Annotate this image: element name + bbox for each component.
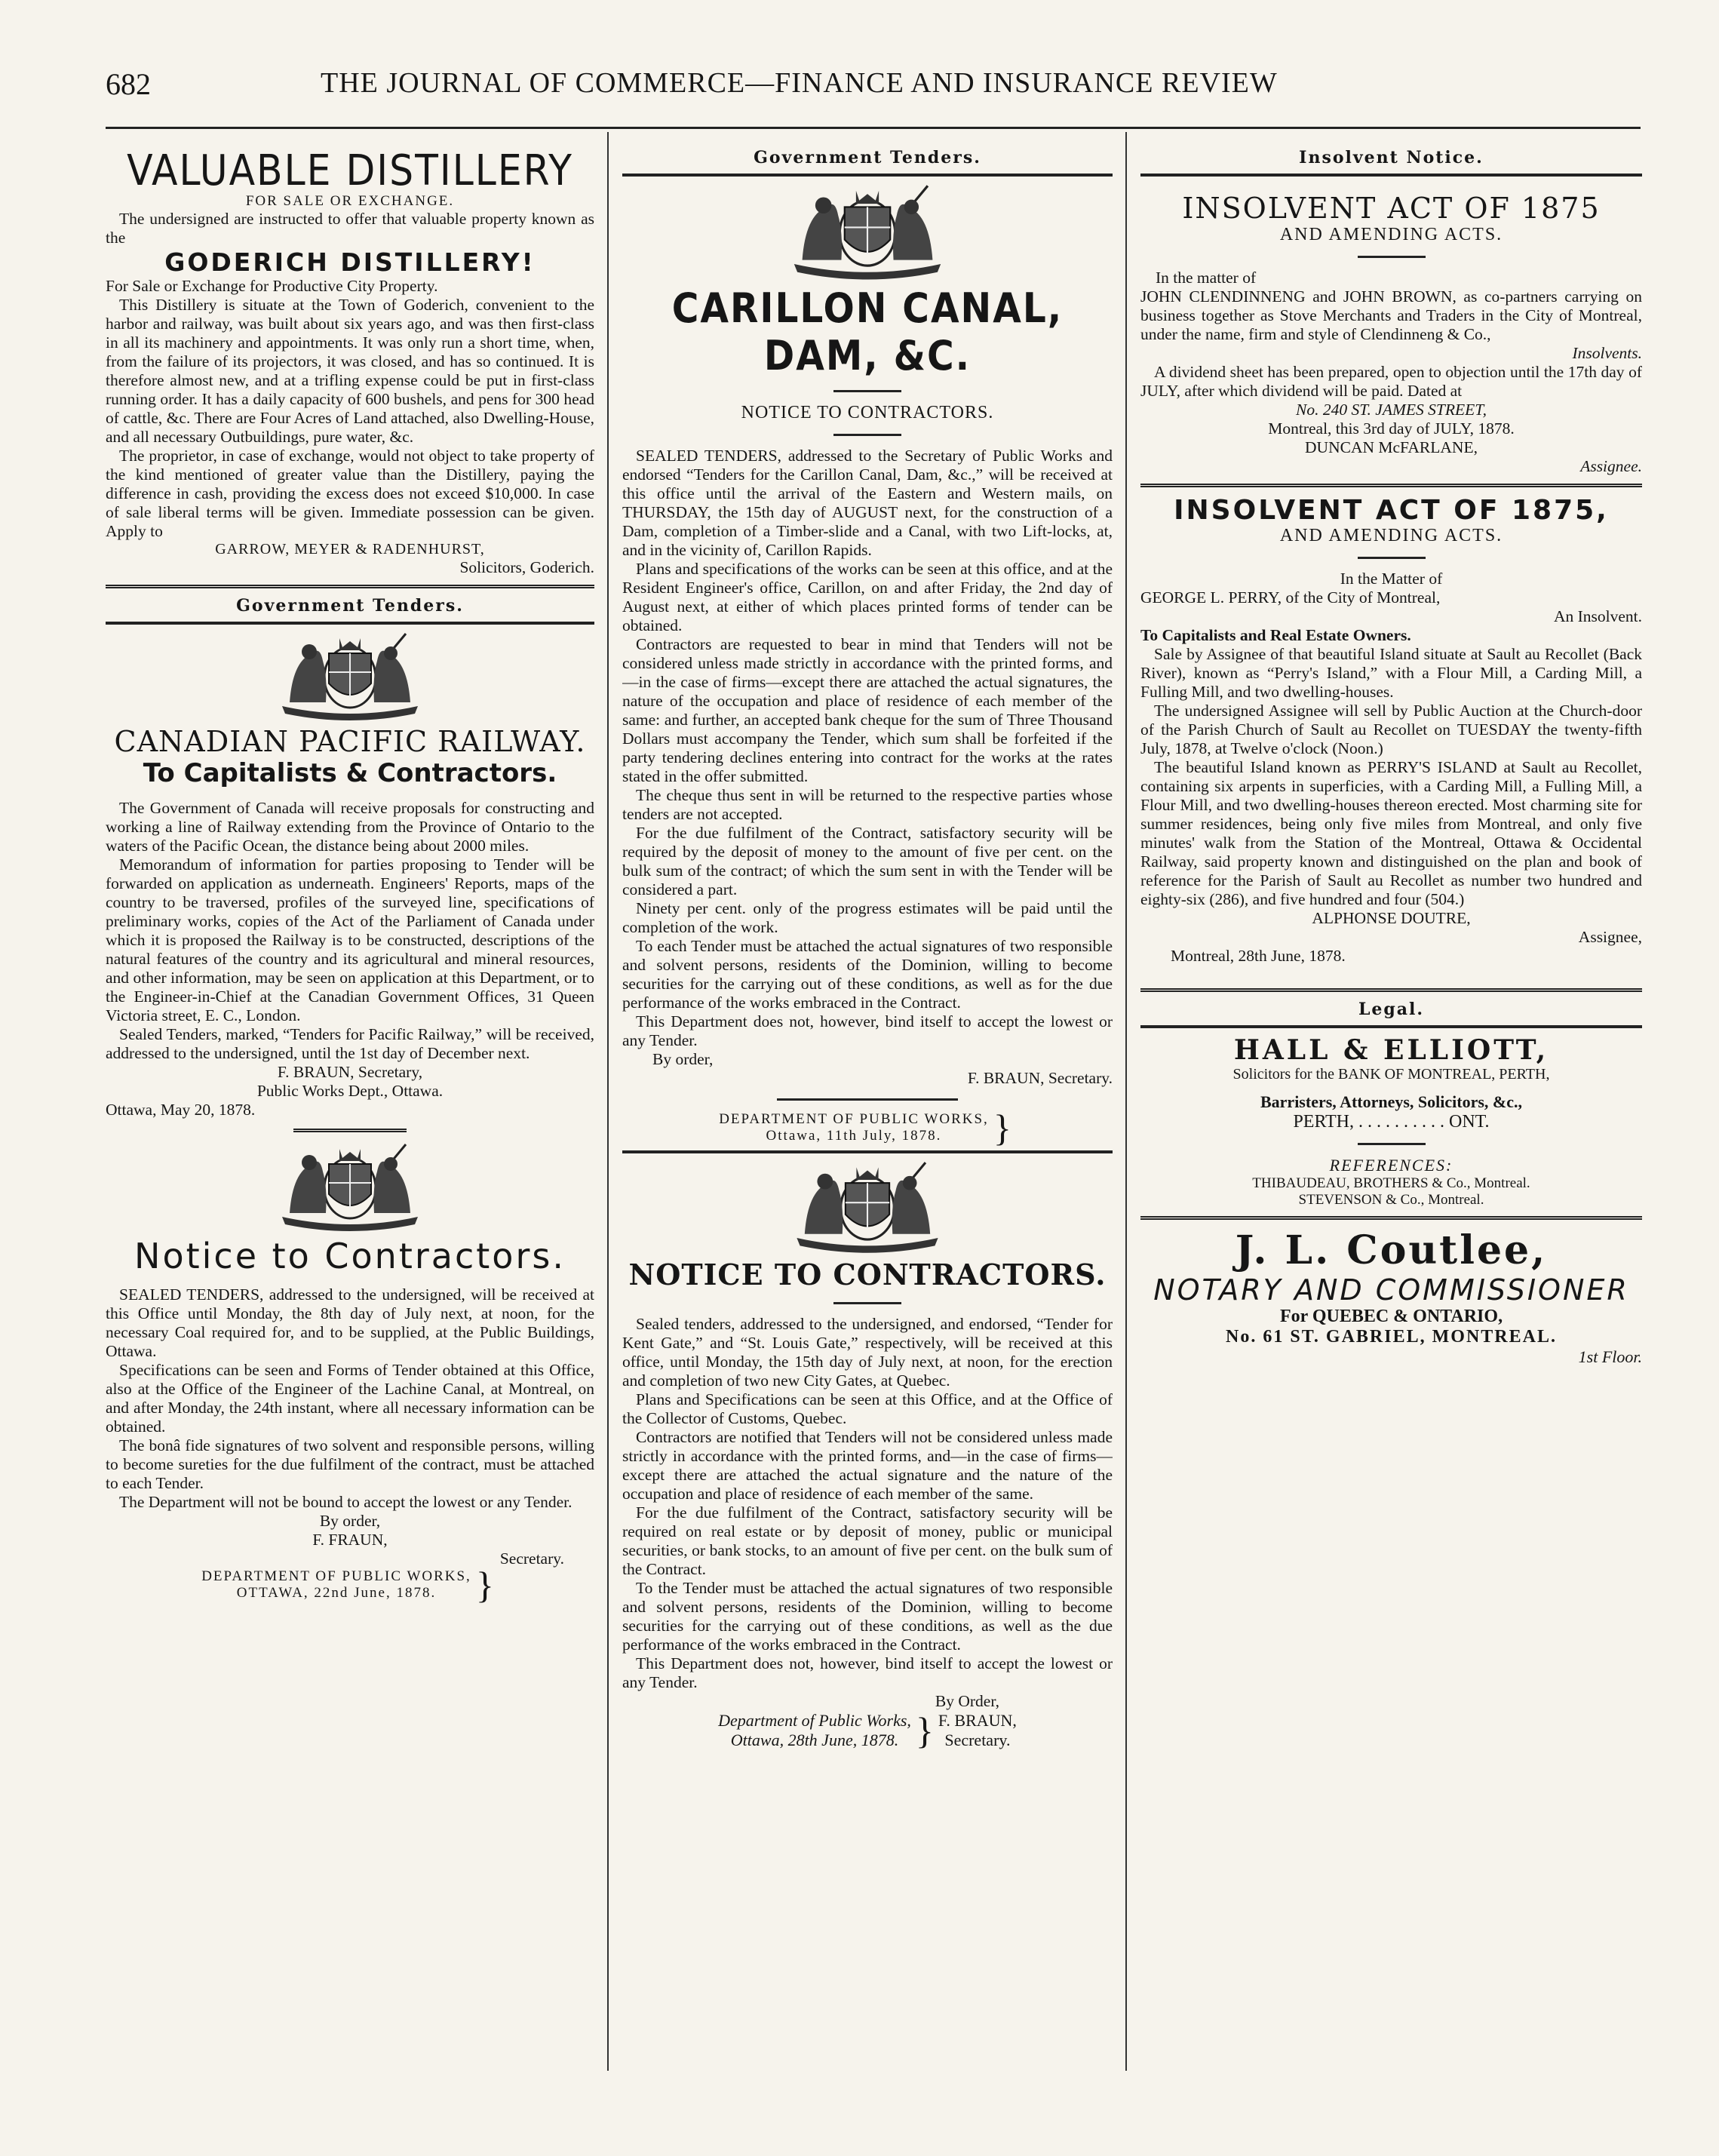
carillon-paragraph-8: This Department does not, however, bind itself to accept the lowest or any Tender.: [622, 1012, 1113, 1049]
notice2-department: [622, 1711, 1113, 1750]
royal-crest-icon: [777, 1159, 958, 1258]
distillery-for-sale: For Sale or Exchange for Productive City Property.: [106, 277, 438, 295]
carillon-paragraph-6: Ninety per cent. only of the progress estimates will be paid until the completion of the work.: [622, 899, 1113, 936]
notice-by-order: By order,: [319, 1512, 381, 1530]
legal-line-2: Barristers, Attorneys, Solicitors, &c.,: [1260, 1092, 1523, 1111]
legal-reference-2: STEVENSON & Co., Montreal.: [1298, 1192, 1484, 1208]
notice-title: Notice to Contractors.: [134, 1236, 566, 1276]
insolvent1-body: A dividend sheet has been prepared, open to objection until the 17th day of JULY, after which dividend will be paid. Dated at: [1140, 363, 1642, 400]
coutlee-address: No. 61 ST. GABRIEL, MONTREAL.: [1226, 1327, 1557, 1347]
brace-icon: }: [475, 1564, 494, 1606]
separator: [833, 1302, 901, 1304]
brace-icon: }: [993, 1107, 1011, 1149]
insolvent1-subtitle: AND AMENDING ACTS.: [1279, 225, 1503, 244]
cpr-paragraph-2: Memorandum of information for parties proposing to Tender will be forwarded on application as underneath. Engineers' Reports, maps of the country to be traversed, profiles of the surveyed line, specifications of preliminary works, copies of the Act of the Parliament of Canada under which it is proposed the Railway is to be constructed, descriptions of the natural features of the country and its agricultural and mineral resources, and other information, may be seen on application at this Department, or to the Engineer-in-Chief at the Canadian Government Offices, 31 Queen Victoria street, E. C., London.: [106, 855, 594, 1024]
legal-line-3: PERTH, . . . . . . . . . . ONT.: [1293, 1112, 1490, 1132]
insolvent2-matter: In the Matter of: [1340, 570, 1443, 588]
insolvent1-address: No. 240 ST. JAMES STREET,: [1295, 401, 1487, 419]
separator: [106, 622, 594, 625]
separator: [1140, 988, 1642, 992]
cpr-date: Ottawa, May 20, 1878.: [106, 1101, 256, 1119]
notice-contractors-ad: [106, 1141, 594, 1606]
notice2-paragraph-6: This Department does not, however, bind itself to accept the lowest or any Tender.: [622, 1654, 1113, 1691]
separator: [622, 1150, 1113, 1153]
insolvent2-signer: ALPHONSE DOUTRE,: [1312, 909, 1471, 927]
separator: [1358, 256, 1426, 258]
notice2-paragraph-2: Plans and Specifications can be seen at this Office, and at the Office of the Collector of Customs, Quebec.: [622, 1390, 1113, 1427]
insolvent1-title: INSOLVENT ACT OF 1875: [1182, 192, 1601, 225]
notice-dept-date: OTTAWA, 22nd June, 1878.: [236, 1585, 437, 1601]
notice-paragraph-4: The Department will not be bound to accept the lowest or any Tender.: [119, 1493, 572, 1511]
royal-crest-icon: [267, 1141, 433, 1236]
distillery-subtitle: FOR SALE OR EXCHANGE.: [245, 193, 455, 209]
section-heading: Government Tenders.: [236, 596, 464, 616]
distillery-intro: The undersigned are instructed to offer that valuable property known as the: [106, 210, 594, 247]
notice-paragraph-3: The bonâ fide signatures of two solvent and responsible persons, willing to become sureties for the due fulfilment of the contract, must be attached to each Tender.: [106, 1436, 594, 1492]
separator: [1140, 1216, 1642, 1220]
carillon-paragraph-7: To each Tender must be attached the actual signatures of two responsible and solvent persons, residents of the Dominion, willing to become securities for the carrying out of these conditions, as well as for the due performance of the works embraced in the Contract.: [622, 937, 1113, 1012]
carillon-paragraph-1: SEALED TENDERS, addressed to the Secretary of Public Works and endorsed “Tenders for the Carillon Canal, Dam, &c.,” will be received at this office until the arrival of the Eastern and Western mails, on THURSDAY, the 15th day of AUGUST next, for the construction of a Dam, completion of a Timber-slide and a Canal, with two Lift-locks, at, and in the vicinity of, Carillon Rapids.: [622, 447, 1113, 559]
notice2-dept-date: Ottawa, 28th June, 1878.: [730, 1731, 899, 1749]
carillon-subtitle: NOTICE TO CONTRACTORS.: [741, 403, 994, 422]
distillery-signer: GARROW, MEYER & RADENHURST,: [215, 541, 485, 557]
insolvent2-paragraph-1: Sale by Assignee of that beautiful Island situate at Sault au Recollet (Back River), known as “Perry's Island,” with a Flour Mill, a Carding Mill, a Fulling Mill, and two dwelling-houses.: [1140, 645, 1642, 701]
notice2-signer-role: Secretary.: [944, 1731, 1011, 1749]
brace-icon: }: [915, 1709, 934, 1752]
coutlee-name: J. L. Coutlee,: [1235, 1227, 1548, 1273]
section-heading: Legal.: [1358, 1000, 1425, 1019]
carillon-dept-date: Ottawa, 11th July, 1878.: [766, 1128, 942, 1144]
carillon-dept: DEPARTMENT OF PUBLIC WORKS,: [719, 1111, 989, 1127]
column-divider-1: [607, 132, 609, 2071]
royal-crest-icon: [777, 183, 958, 284]
notice2-paragraph-4: For the due fulfilment of the Contract, satisfactory security will be required on real estate or by deposit of money, public or municipal securities, or bank stocks, to an amount of five per cent. on the bulk sum of the Contract.: [622, 1503, 1113, 1578]
insolvent2-date: Montreal, 28th June, 1878.: [1171, 947, 1346, 965]
notice2-paragraph-1: Sealed tenders, addressed to the undersigned, and endorsed, “Tender for Kent Gate,” and “St. Louis Gate,” respectively, will be received at this office, until Monday, the 15th day of July next, at noon, for the erection and completion of two new City Gates, at Quebec.: [622, 1315, 1113, 1390]
distillery-title: VALUABLE DISTILLERY: [127, 146, 573, 195]
carillon-by-order: By order,: [652, 1050, 714, 1068]
column-divider-2: [1125, 132, 1127, 2071]
page-number: 682: [106, 67, 151, 101]
cpr-subtitle: To Capitalists & Contractors.: [143, 758, 557, 788]
page-header: [106, 66, 1554, 112]
separator: [1358, 557, 1426, 559]
insolvent2-paragraph-2: The undersigned Assignee will sell by Public Auction at the Church-door of the Parish Church of Sault au Recollet on TUESDAY the twenty-fifth July, 1878, at Twelve o'clock (Noon.): [1140, 702, 1642, 757]
separator: [1140, 174, 1642, 177]
notice-dept: DEPARTMENT OF PUBLIC WORKS,: [201, 1568, 471, 1584]
column-middle: [622, 134, 1113, 2065]
carillon-signer: F. BRAUN, Secretary.: [967, 1069, 1113, 1087]
royal-crest-icon: [267, 631, 433, 725]
notice-signer: F. FRAUN,: [312, 1531, 388, 1549]
insolvent2-signer-role: Assignee,: [1578, 928, 1642, 946]
insolvent1-signer: DUNCAN McFARLANE,: [1305, 438, 1478, 456]
insolvent1-parties: JOHN CLENDINNENG and JOHN BROWN, as co-partners carrying on business together as Stove Merchants and Traders in the City of Montreal, under the name, firm and style of Clendinneng & Co.,: [1140, 287, 1642, 343]
distillery-body-1: This Distillery is situate at the Town of Goderich, convenient to the harbor and railway, was built about six years ago, and was then first-class in all its machinery and appointments. It was only run a short time, when, from the failure of its projectors, it was closed, and has so continued. It is therefore almost new, and at a trifling expense could be put in first-class running order. It has a daily capacity of 600 bushels, and pens for 300 head of cattle, &c. There are Four Acres of Land attached, also Dwelling-House, and all necessary Outbuildings, pure water, &c.: [106, 296, 594, 446]
carillon-paragraph-2: Plans and specifications of the works can be seen at this office, and at the Resident Engineer's office, Carillon, on and after Friday, the 2nd day of August next, at either of which places printed forms of tender can be obtained.: [622, 560, 1113, 634]
cpr-paragraph-1: The Government of Canada will receive proposals for constructing and working a line of Railway extending from the Province of Ontario to the waters of the Pacific Ocean, the distance being about 2000 miles.: [106, 799, 594, 855]
distillery-name: GODERICH DISTILLERY!: [164, 247, 536, 277]
distillery-signer-role: Solicitors, Goderich.: [459, 558, 594, 576]
cpr-sign-2: Public Works Dept., Ottawa.: [256, 1082, 444, 1100]
insolvent1-matter: In the matter of: [1156, 269, 1257, 287]
carillon-title: CARILLON CANAL, DAM, &C.: [671, 284, 1064, 379]
notice2-dept: Department of Public Works,: [718, 1711, 911, 1730]
legal-references-title: REFERENCES:: [1329, 1156, 1453, 1175]
insolvent2-paragraph-3: The beautiful Island known as PERRY'S ISLAND at Sault au Recollet, containing six arpents in superficies, with a Carding Mill, a Fulling Mill, a Flour Mill, and two dwelling-houses thereon erected. Most charming site for summer residences, being only five miles from Montreal, and only five minutes' walk from the Station of the Montreal, Ottawa & Occidental Railway, said property known and distinguished on the plan and book of reference for the Parish of Sault au Recollet as number two hundred and eighty-six (286), and five hundred and four (504.): [1140, 758, 1642, 908]
legal-ad: [1140, 1000, 1642, 1209]
notice-paragraph-1: SEALED TENDERS, addressed to the undersigned, will be received at this Office until Monday, the 8th day of July next, at noon, for the necessary Coal required for, and to be supplied, at the Public Buildings, Ottawa.: [106, 1285, 594, 1360]
insolvent2-title: INSOLVENT ACT OF 1875,: [1174, 495, 1609, 526]
distillery-body-2: The proprietor, in case of exchange, would not object to take property of the kind mentioned of greater value than the Distillery, paying the difference in cash, providing the excess does not exceed $10,000. In case of sale liberal terms will be given. Immediate possession can be given. Apply to: [106, 447, 594, 540]
insolvent2-party-2: An Insolvent.: [1553, 607, 1642, 625]
section-heading: Insolvent Notice.: [1299, 148, 1484, 167]
insolvent1-signer-role: Assignee.: [1580, 457, 1642, 475]
notice2-paragraph-3: Contractors are notified that Tenders will not be considered unless made strictly in accordance with the printed forms, and—in the case of firms—except there are attached the actual signature and the nature of the occupation and place of residence of each member of the same.: [622, 1428, 1113, 1503]
insolvent1-date: Montreal, this 3rd day of JULY, 1878.: [1268, 419, 1515, 438]
coutlee-floor: 1st Floor.: [1578, 1347, 1642, 1366]
separator: [833, 390, 901, 392]
separator: [1140, 484, 1642, 487]
carillon-ad: [622, 148, 1113, 1149]
insolvent2-party: GEORGE L. PERRY, of the City of Montreal,: [1140, 588, 1441, 607]
coutlee-for: For QUEBEC & ONTARIO,: [1279, 1307, 1503, 1326]
notice2-signer: F. BRAUN,: [938, 1711, 1017, 1730]
separator: [1358, 1143, 1426, 1145]
cpr-ad: [106, 596, 594, 1119]
separator: [777, 1098, 958, 1101]
separator: [1140, 1025, 1642, 1028]
cpr-title: CANADIAN PACIFIC RAILWAY.: [114, 725, 586, 758]
section-heading: Government Tenders.: [754, 148, 981, 167]
notice-signer-role: Secretary.: [499, 1549, 564, 1568]
notice-department: [106, 1564, 594, 1606]
carillon-paragraph-4: The cheque thus sent in will be returned to the respective parties whose tenders are not accepted.: [622, 786, 1113, 823]
notice2-title: NOTICE TO CONTRACTORS.: [628, 1258, 1107, 1291]
insolvent-notice-1: [1140, 148, 1642, 476]
carillon-department: [622, 1107, 1113, 1149]
notice2-paragraph-5: To the Tender must be attached the actual signatures of two responsible and solvent persons, residents of the Dominion, willing to become securities for the carrying out of these conditions, as well as the due performance of the works embraced in the Contract.: [622, 1579, 1113, 1654]
separator: [622, 174, 1113, 177]
legal-line-1: Solicitors for the BANK OF MONTREAL, PERTH,: [1232, 1066, 1550, 1083]
cpr-sign-1: F. BRAUN, Secretary,: [277, 1063, 423, 1081]
carillon-paragraph-5: For the due fulfilment of the Contract, satisfactory security will be required by the deposit of money to the amount of five per cent. on the bulk sum of the contract; of which the sum sent in with the Tender will be considered a part.: [622, 824, 1113, 898]
insolvent1-insolvents: Insolvents.: [1572, 344, 1642, 362]
legal-reference-1: THIBAUDEAU, BROTHERS & Co., Montreal.: [1252, 1175, 1530, 1191]
separator: [106, 585, 594, 588]
insolvent2-headline: To Capitalists and Real Estate Owners.: [1140, 626, 1411, 644]
insolvent2-subtitle: AND AMENDING ACTS.: [1279, 526, 1503, 545]
header-rule: [106, 127, 1641, 129]
separator: [833, 434, 901, 436]
legal-firm: HALL & ELLIOTT,: [1233, 1034, 1549, 1066]
coutlee-title: NOTARY AND COMMISSIONER: [1153, 1273, 1629, 1307]
insolvent-notice-2: [1140, 495, 1642, 966]
carillon-paragraph-3: Contractors are requested to bear in mind that Tenders will not be considered unless made strictly in accordance with the printed forms, and—in the case of firms—except there are attached the actual signatures, the nature of the occupation and place of residence of each member of the same: and further, an accepted bank cheque for the sum of Three Thousand Dollars must accompany the Tender, which sum shall be forfeited if the party tendering declines entering into contract for the works at the rates stated in the offer submitted.: [622, 635, 1113, 785]
notice-contractors-quebec-ad: [622, 1159, 1113, 1750]
cpr-paragraph-3: Sealed Tenders, marked, “Tenders for Pacific Railway,” will be received, addressed to the undersigned, until the 1st day of December next.: [106, 1025, 594, 1062]
coutlee-ad: [1140, 1227, 1642, 1367]
journal-title: THE JOURNAL OF COMMERCE—FINANCE AND INSURANCE REVIEW: [321, 67, 1278, 99]
separator: [293, 1129, 407, 1132]
notice-paragraph-2: Specifications can be seen and Forms of Tender obtained at this Office, also at the Office of the Engineer of the Lachine Canal, at Montreal, on and after Monday, the 24th instant, where all necessary information can be obtained.: [106, 1361, 594, 1436]
column-left: [106, 134, 594, 2065]
column-right: [1140, 134, 1642, 2065]
notice2-by-order: By Order,: [935, 1692, 999, 1710]
distillery-ad: [106, 146, 594, 577]
